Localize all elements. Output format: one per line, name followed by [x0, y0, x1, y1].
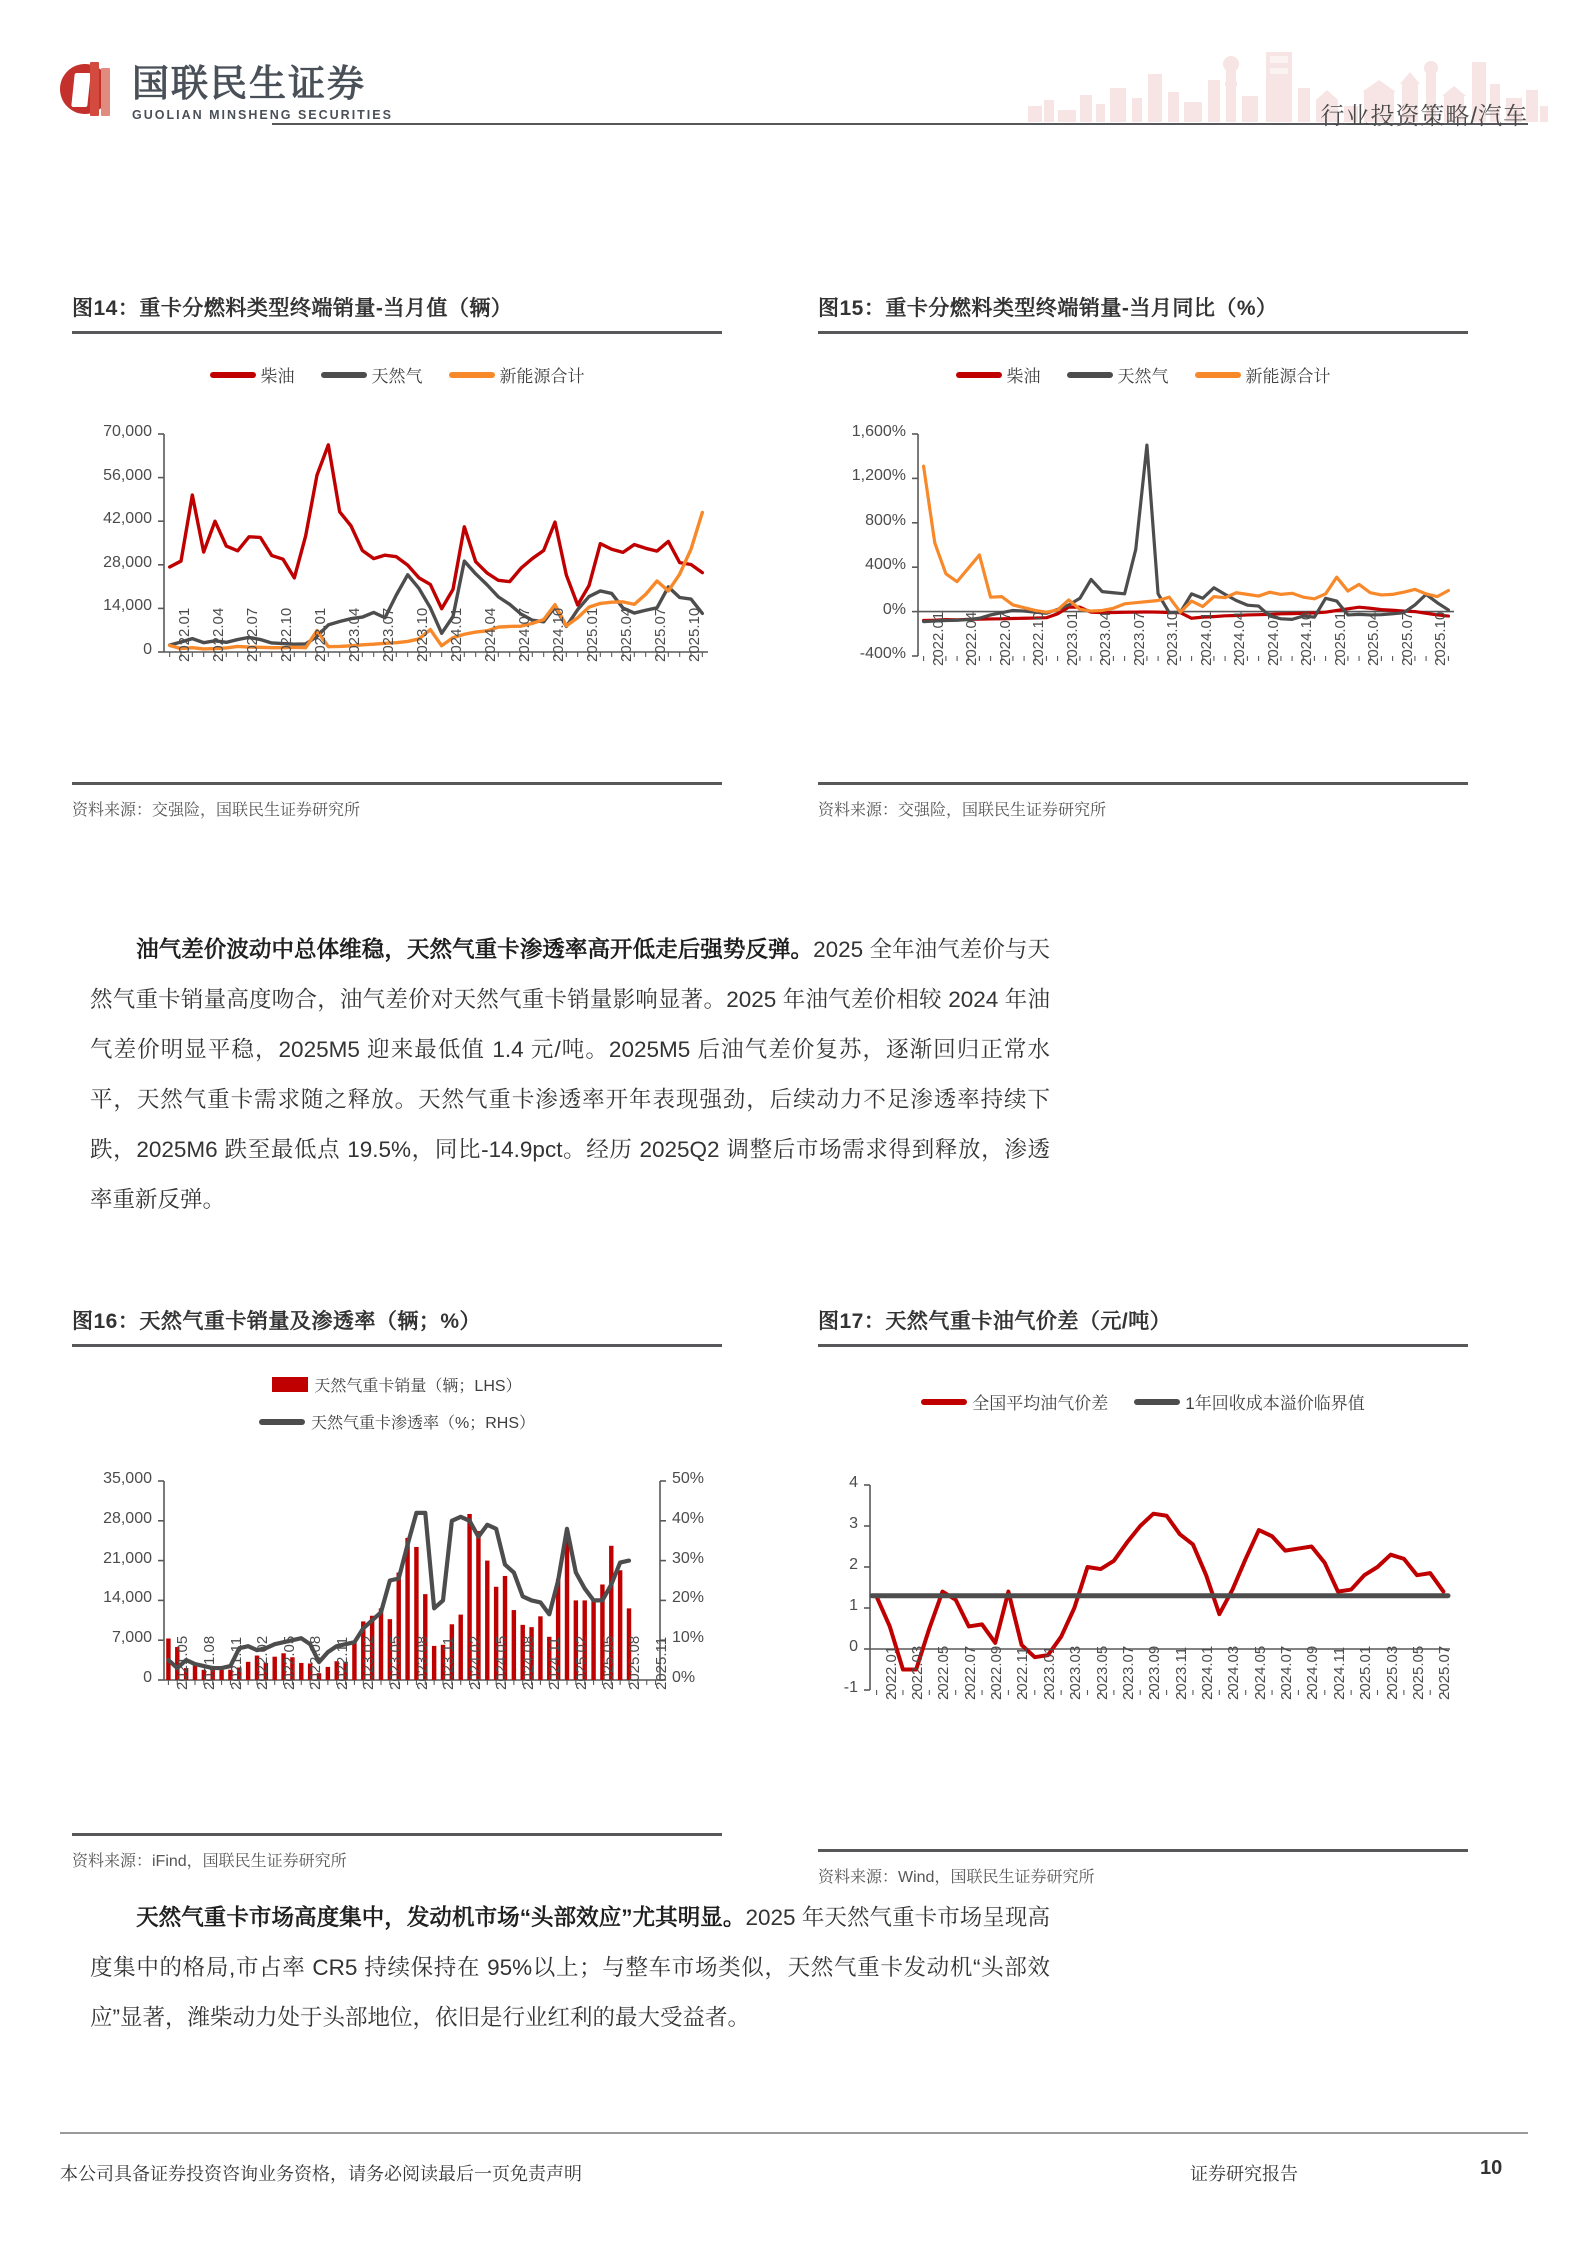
- paragraph-1-lead: 油气差价波动中总体维稳，天然气重卡渗透率高开低走后强势反弹。: [136, 937, 814, 962]
- x-axis-tick-label: 2023.04: [1097, 611, 1115, 666]
- x-axis-tick-label: 2024.07: [1278, 1645, 1296, 1700]
- y-axis-tick-label: 14,000: [103, 597, 152, 615]
- legend-label-newenergy: 新能源合计: [1245, 367, 1331, 386]
- x-axis-tick-label: 2022.04: [209, 607, 227, 662]
- x-axis-tick-label: 2023.01: [311, 607, 329, 662]
- footer-disclaimer: 本公司具备证券投资咨询业务资格，请务必阅读最后一页免责声明: [60, 2164, 582, 2184]
- x-axis-tick-label: 2024.01: [447, 607, 465, 662]
- x-axis-tick-label: 2025.04: [617, 607, 635, 662]
- y-axis-right-tick-label: 0%: [672, 1669, 696, 1686]
- y-axis-tick-label: 4: [849, 1474, 858, 1491]
- x-axis-tick-label: 2025.01: [1357, 1645, 1375, 1700]
- figure-16-source: 资料来源：iFind，国联民生证券研究所: [72, 1853, 347, 1870]
- figure-15-legend: [818, 362, 1468, 387]
- legend-item-gas-sales: [272, 1373, 521, 1396]
- x-axis-tick-label: 2025.07: [651, 607, 669, 662]
- x-axis-tick-label: 2022.07: [243, 607, 261, 662]
- figure-15-title-rule: [818, 331, 1468, 334]
- x-axis-tick-label: 2025.10: [1432, 611, 1450, 666]
- x-axis-tick-label: 2025.11: [652, 1636, 670, 1690]
- y-axis-tick-label: 1,200%: [851, 467, 906, 485]
- x-axis-tick-label: 2025.07: [1398, 611, 1416, 666]
- legend-label-price-gap: 全国平均油气价差: [972, 1394, 1109, 1413]
- x-axis-tick-label: 2023.11: [440, 1636, 458, 1690]
- x-axis-tick-label: 2025.01: [1331, 611, 1349, 666]
- figure-17-title-rule: [818, 1344, 1468, 1347]
- x-axis-tick-label: 2024.05: [493, 1635, 511, 1690]
- y-axis-tick-label: 35,000: [103, 1470, 152, 1487]
- paragraph-1-body: 2025 全年油气差价与天然气重卡销量高度吻合，油气差价对天然气重卡销量影响显著。2025 年油气差价相较 2024 年油气差价明显平稳，2025M5 迎来最低值 1.4 元/吨。2025M5 后油气差价复苏，逐渐回归正常水平，天然气重卡需求随之释放。天然气重卡渗透率开年表现强劲，后续动力不足渗透率持续下跌，2025M6 跌至最低点 19.5%，同比-14.9pct。经历 2025Q2 调整后市场需求得到释放，渗透率重新反弹。: [90, 937, 1050, 1212]
- legend-label-gas-sales: 天然气重卡销量（辆；LHS）: [314, 1378, 522, 1395]
- legend-item-penetration: [259, 1410, 535, 1433]
- x-axis-tick-label: 2025.05: [599, 1635, 617, 1690]
- figure-14: [72, 292, 722, 820]
- legend-item-threshold: [1134, 1389, 1364, 1414]
- figure-16-title: 图16：天然气重卡销量及渗透率（辆；%）: [72, 1310, 482, 1333]
- figure-17: [818, 1305, 1468, 1887]
- figure-14-source-rule: [72, 782, 722, 785]
- figure-16: [72, 1305, 722, 1871]
- x-axis-tick-label: 2025.04: [1365, 611, 1383, 666]
- y-axis-tick-label: -400%: [859, 645, 906, 662]
- paragraph-2: [90, 1893, 1050, 2043]
- x-axis-tick-label: 2024.10: [1298, 611, 1316, 666]
- x-axis-tick-label: 2023.09: [1146, 1645, 1164, 1700]
- figure-17-legend: [818, 1389, 1468, 1414]
- x-axis-tick-label: 2023.01: [1063, 611, 1081, 666]
- x-axis-tick-label: 2024.05: [1251, 1645, 1269, 1700]
- paragraph-2-body: 2025 年天然气重卡市场呈现高度集中的格局,市占率 CR5 持续保持在 95%以上；与整车市场类似，天然气重卡发动机“头部效应”显著，潍柴动力处于头部地位，依旧是行业红利的最大受益者。: [90, 1905, 1050, 2030]
- figure-14-title: 图14：重卡分燃料类型终端销量-当月值（辆）: [72, 297, 513, 320]
- x-axis-tick-label: 2023.08: [413, 1635, 431, 1690]
- figure-15: [818, 292, 1468, 820]
- x-axis-tick-label: 2023.01: [1040, 1645, 1058, 1700]
- figure-15-source-rule: [818, 782, 1468, 785]
- x-axis-tick-label: 2024.10: [549, 607, 567, 662]
- legend-label-diesel: 柴油: [1006, 367, 1041, 386]
- x-axis-tick-label: 2024.09: [1304, 1645, 1322, 1700]
- x-axis-tick-label: 2022.01: [929, 611, 947, 666]
- y-axis-right-tick-label: 20%: [672, 1589, 705, 1607]
- figure-14-legend: [72, 362, 722, 387]
- header-category-tag: 行业投资策略/汽车: [1320, 103, 1528, 130]
- x-axis-tick-label: 2025.05: [1409, 1645, 1427, 1700]
- figure-14-source: 资料来源：交强险，国联民生证券研究所: [72, 802, 361, 819]
- x-axis-tick-label: 2023.03: [1067, 1645, 1085, 1700]
- x-axis-tick-label: 2023.07: [1130, 611, 1148, 666]
- legend-item-diesel: [956, 362, 1041, 387]
- y-axis-tick-label: 56,000: [103, 466, 152, 484]
- y-axis-tick-label: 2: [849, 1556, 858, 1573]
- y-axis-tick-label: 42,000: [103, 510, 152, 528]
- x-axis-tick-label: 2025.07: [1436, 1645, 1454, 1700]
- legend-item-gas: [1067, 362, 1169, 387]
- page-header: [0, 0, 1588, 160]
- x-axis-tick-label: 2022.07: [961, 1645, 979, 1700]
- x-axis-tick-label: 2022.01: [882, 1645, 900, 1700]
- x-axis-tick-label: 2022.10: [277, 607, 295, 662]
- y-axis-tick-label: 28,000: [103, 1509, 152, 1527]
- x-axis-tick-label: 2022.05: [280, 1635, 298, 1690]
- figure-15-source: 资料来源：交强险，国联民生证券研究所: [818, 802, 1107, 819]
- legend-label-gas: 天然气: [1117, 367, 1169, 386]
- y-axis-tick-label: 400%: [865, 556, 906, 574]
- y-axis-tick-label: 21,000: [103, 1549, 152, 1567]
- x-axis-tick-label: 2023.10: [1164, 611, 1182, 666]
- logo-mark-icon: [60, 62, 118, 124]
- y-axis-tick-label: 800%: [865, 511, 906, 529]
- x-axis-tick-label: 2022.07: [996, 611, 1014, 666]
- logo-chinese-name: 国联民生证券: [132, 62, 366, 104]
- y-axis-tick-label: -1: [843, 1679, 858, 1696]
- x-axis-tick-label: 2024.04: [1231, 611, 1249, 666]
- figure-14-title-rule: [72, 331, 722, 334]
- figure-16-source-rule: [72, 1833, 722, 1836]
- x-axis-tick-label: 2022.01: [175, 607, 193, 662]
- x-axis-tick-label: 2023.05: [1093, 1645, 1111, 1700]
- x-axis-tick-label: 2025.02: [573, 1635, 590, 1690]
- x-axis-tick-label: 2025.03: [1383, 1645, 1401, 1700]
- x-axis-tick-label: 2025.08: [626, 1635, 644, 1690]
- legend-label-penetration: 天然气重卡渗透率（%；RHS）: [310, 1415, 535, 1432]
- x-axis-tick-label: 2023.07: [1119, 1645, 1137, 1700]
- x-axis-tick-label: 2023.11: [1172, 1646, 1190, 1700]
- y-axis-tick-label: 14,000: [103, 1589, 152, 1607]
- x-axis-tick-label: 2024.11: [546, 1636, 564, 1690]
- legend-item-gas: [321, 362, 423, 387]
- legend-label-threshold: 1年回收成本溢价临界值: [1185, 1394, 1365, 1413]
- x-axis-tick-label: 2024.02: [466, 1635, 484, 1690]
- x-axis-tick-label: 2023.07: [379, 607, 397, 662]
- x-axis-tick-label: 2024.01: [1197, 611, 1215, 666]
- figure-17-source: 资料来源：Wind，国联民生证券研究所: [818, 1869, 1095, 1886]
- x-axis-tick-label: 2025.01: [583, 607, 601, 662]
- x-axis-tick-label: 2023.02: [360, 1635, 378, 1690]
- x-axis-tick-label: 2023.10: [413, 607, 431, 662]
- legend-item-newenergy: [1195, 362, 1331, 387]
- x-axis-tick-label: 2022.04: [963, 611, 981, 666]
- x-axis-tick-label: 2024.03: [1225, 1645, 1243, 1700]
- footer-page-number: 10: [1480, 2157, 1503, 2179]
- y-axis-tick-label: 0: [143, 1669, 152, 1686]
- legend-item-price-gap: [921, 1389, 1108, 1414]
- legend-label-gas: 天然气: [371, 367, 423, 386]
- footer-doc-type: 证券研究报告: [1190, 2164, 1298, 2184]
- x-axis-tick-label: 2021.11: [227, 1636, 245, 1690]
- footer-divider: [60, 2132, 1528, 2134]
- x-axis-tick-label: 2024.04: [481, 607, 499, 662]
- y-axis-right-tick-label: 40%: [672, 1509, 705, 1527]
- x-axis-tick-label: 2024.07: [515, 607, 533, 662]
- x-axis-tick-label: 2024.07: [1264, 611, 1282, 666]
- figure-17-title: 图17：天然气重卡油气价差（元/吨）: [818, 1310, 1172, 1333]
- x-axis-tick-label: 2021.05: [174, 1635, 192, 1690]
- figure-17-source-rule: [818, 1849, 1468, 1852]
- x-axis-tick-label: 2022.10: [1030, 611, 1048, 666]
- figure-16-legend: [72, 1373, 722, 1433]
- x-axis-tick-label: 2022.09: [988, 1645, 1006, 1700]
- x-axis-tick-label: 2024.11: [1330, 1646, 1348, 1700]
- y-axis-tick-label: 0%: [882, 600, 906, 618]
- x-axis-tick-label: 2022.11: [1014, 1646, 1032, 1700]
- x-axis-tick-label: 2021.08: [201, 1635, 218, 1690]
- legend-label-newenergy: 新能源合计: [499, 367, 585, 386]
- x-axis-tick-label: 2024.08: [519, 1635, 537, 1690]
- x-axis-tick-label: 2022.03: [908, 1645, 926, 1700]
- y-axis-tick-label: 0: [849, 1638, 858, 1655]
- figure-16-title-rule: [72, 1344, 722, 1347]
- paragraph-1: [90, 925, 1050, 1225]
- x-axis-tick-label: 2022.08: [307, 1635, 325, 1690]
- y-axis-tick-label: 1,600%: [851, 423, 906, 440]
- y-axis-right-tick-label: 50%: [672, 1470, 705, 1487]
- x-axis-tick-label: 2022.11: [333, 1636, 351, 1690]
- y-axis-right-tick-label: 30%: [672, 1549, 705, 1567]
- legend-label-diesel: 柴油: [260, 367, 295, 386]
- x-axis-tick-label: 2023.05: [387, 1635, 404, 1690]
- y-axis-tick-label: 1: [849, 1597, 858, 1614]
- y-axis-tick-label: 28,000: [103, 553, 152, 571]
- paragraph-2-lead: 天然气重卡市场高度集中，发动机市场“头部效应”尤其明显。: [136, 1905, 746, 1930]
- x-axis-tick-label: 2022.05: [935, 1645, 953, 1700]
- y-axis-tick-label: 7,000: [111, 1629, 152, 1647]
- legend-item-newenergy: [449, 362, 585, 387]
- x-axis-tick-label: 2024.01: [1198, 1645, 1216, 1700]
- y-axis-tick-label: 0: [143, 641, 152, 658]
- logo-english-name: GUOLIAN MINSHENG SECURITIES: [132, 107, 393, 122]
- y-axis-tick-label: 3: [849, 1515, 858, 1532]
- y-axis-tick-label: 70,000: [103, 423, 152, 440]
- figure-15-title: 图15：重卡分燃料类型终端销量-当月同比（%）: [818, 297, 1278, 320]
- x-axis-tick-label: 2022.02: [254, 1635, 272, 1690]
- company-logo: [60, 62, 393, 124]
- x-axis-tick-label: 2023.04: [345, 607, 363, 662]
- legend-item-diesel: [210, 362, 295, 387]
- x-axis-tick-label: 2025.10: [685, 607, 703, 662]
- y-axis-right-tick-label: 10%: [672, 1629, 705, 1647]
